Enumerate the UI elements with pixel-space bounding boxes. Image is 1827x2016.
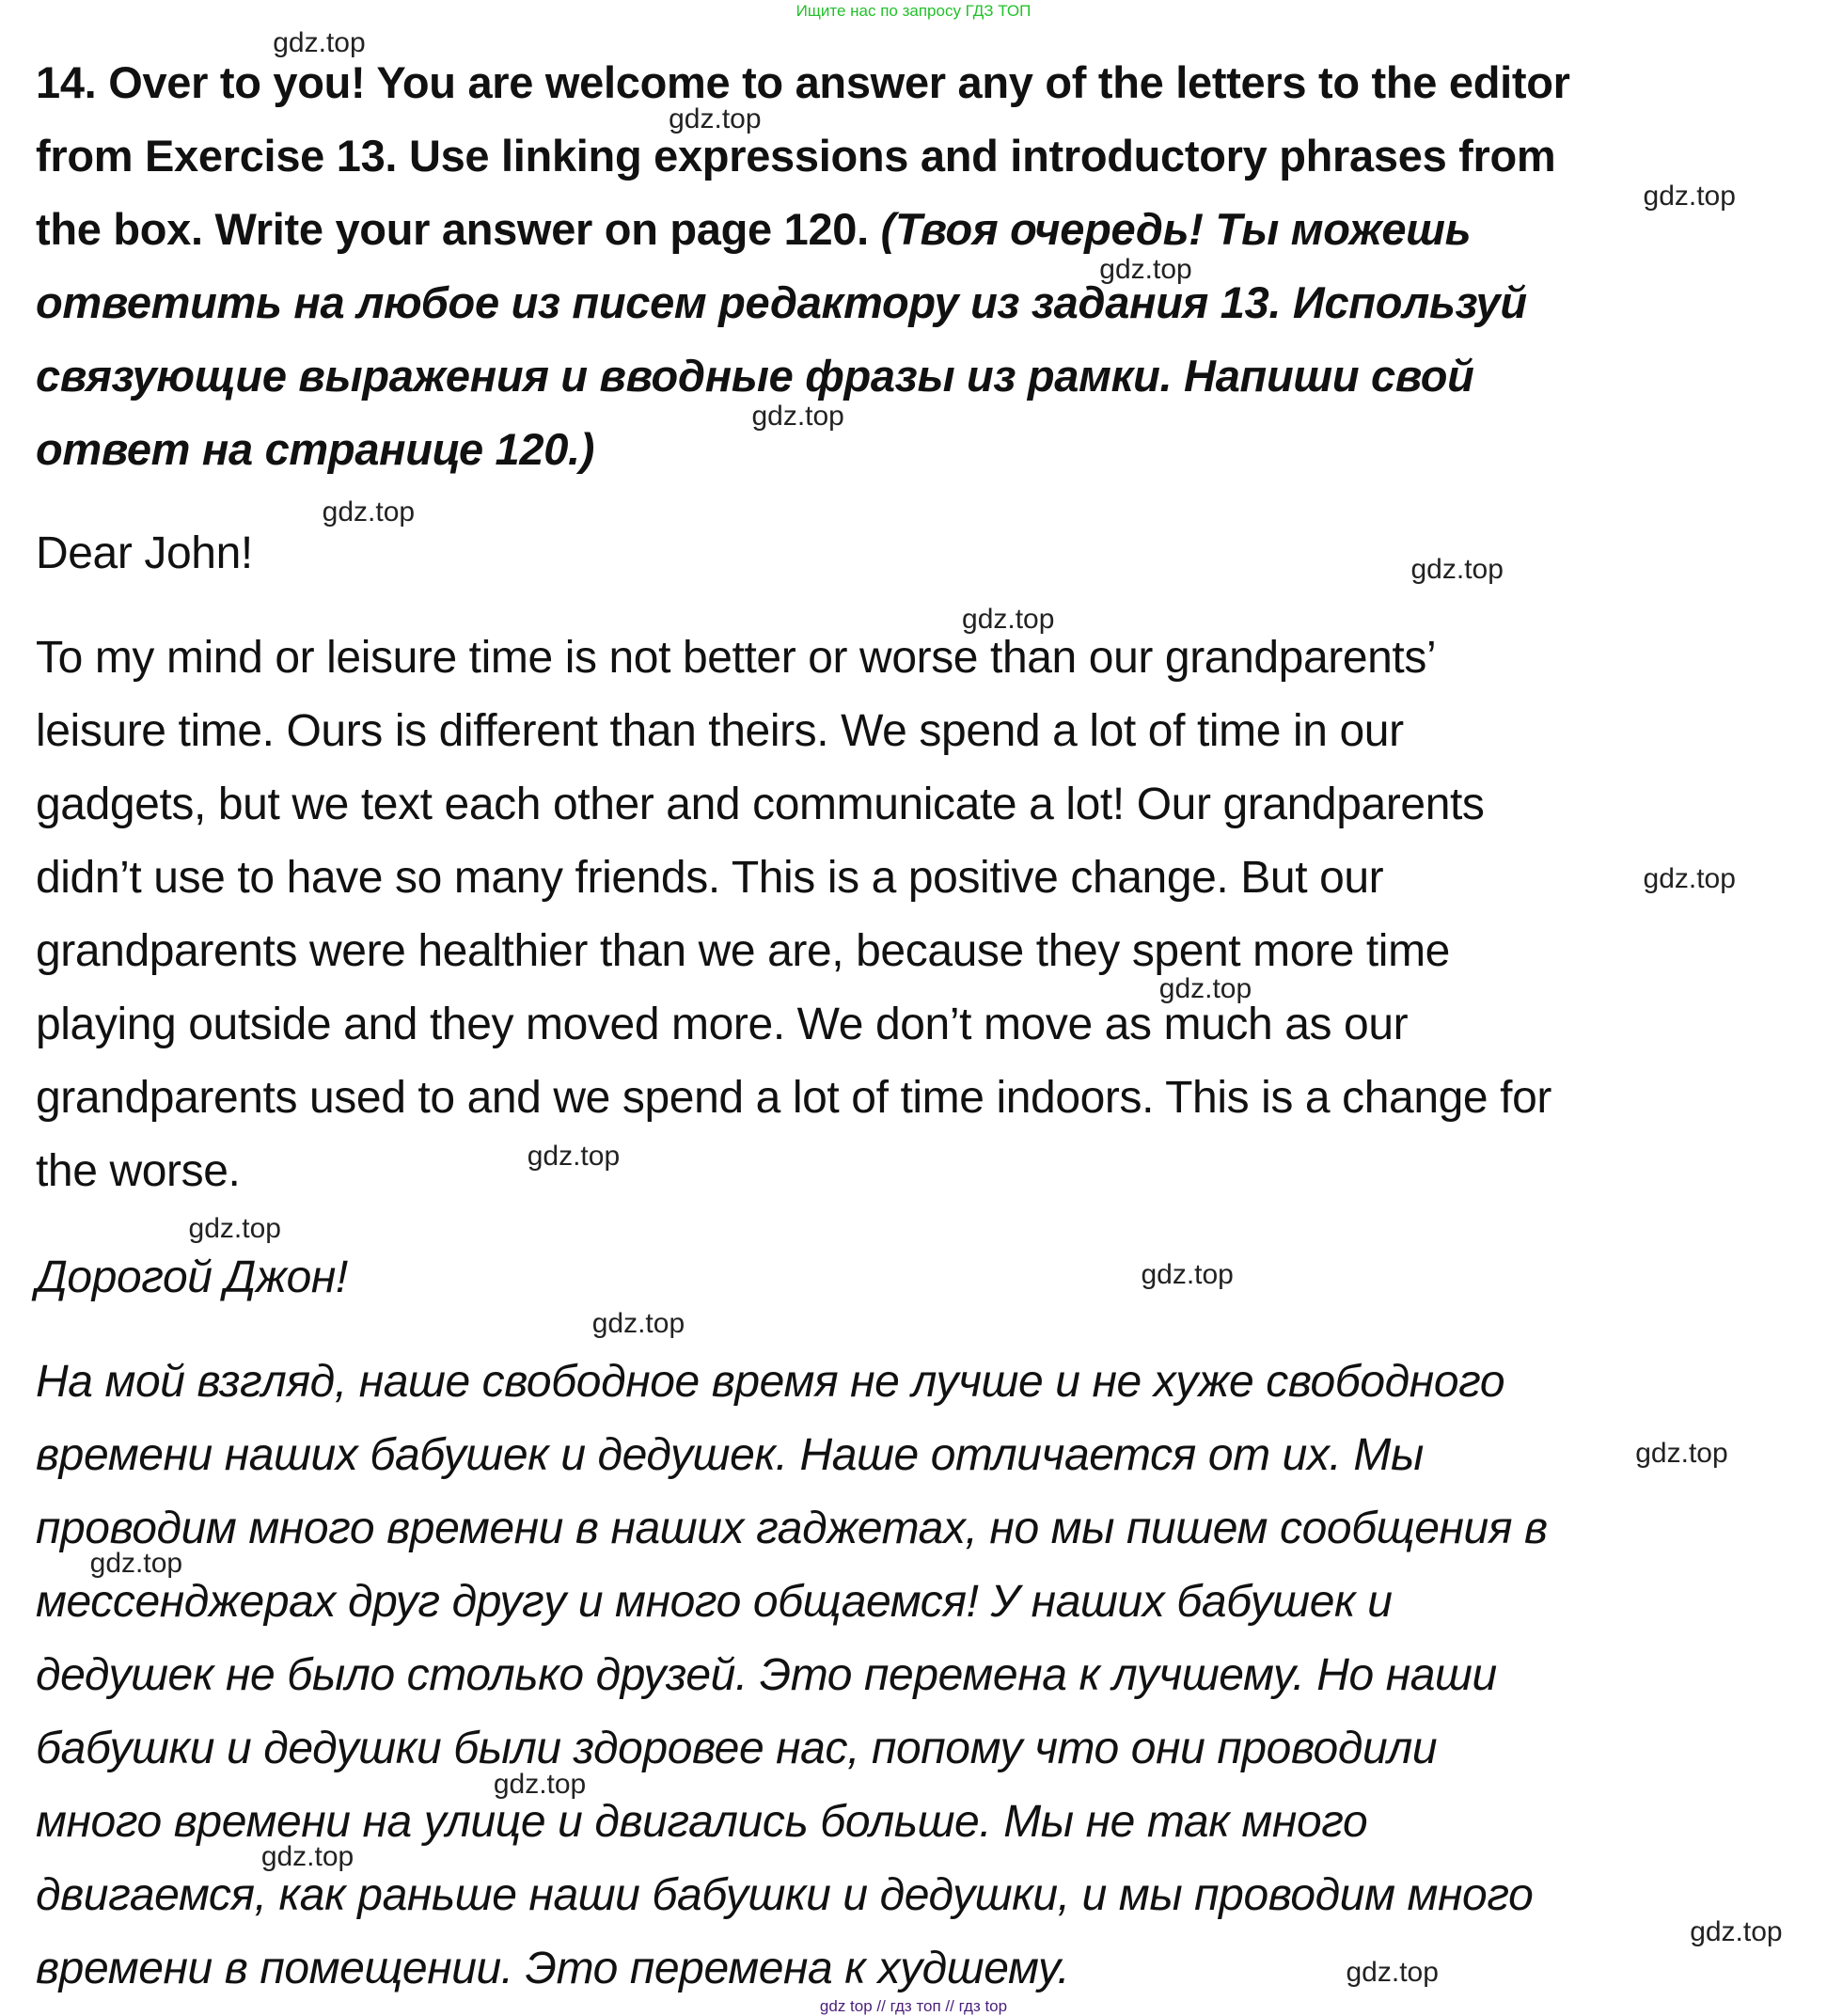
- watermark: gdz.top: [493, 1768, 587, 1800]
- letter-line: didn’t use to have so many friends. This is a positive change. But our: [36, 853, 1384, 903]
- watermark: gdz.top: [1690, 1916, 1783, 1948]
- task-line: 14. Over to you! You are welcome to answer any of the letters to the editor: [36, 57, 1570, 107]
- watermark: gdz.top: [1099, 254, 1192, 286]
- watermark: gdz.top: [89, 1548, 183, 1580]
- watermark: gdz.top: [527, 1140, 621, 1172]
- letter-line: grandparents were healthier than we are, because they spent more time: [36, 926, 1450, 976]
- letter-line: grandparents used to and we spend a lot of time indoors. This is a change for: [36, 1073, 1551, 1123]
- letter-line: времени наших бабушек и дедушек. Наше отличается от их. Мы: [36, 1430, 1424, 1480]
- letter-line: бабушки и дедушки были здоровее нас, попому что они проводили: [36, 1724, 1438, 1773]
- watermark: gdz.top: [751, 401, 844, 433]
- task-line: связующие выражения и вводные фразы из рамки. Напиши свой: [36, 351, 1474, 401]
- task-line: ответить на любое из писем редактору из задания 13. Используй: [36, 277, 1527, 327]
- watermark: gdz.top: [322, 496, 416, 528]
- watermark: gdz.top: [260, 1841, 354, 1873]
- task-line: from Exercise 13. Use linking expressions and introductory phrases from: [36, 131, 1556, 181]
- watermark: gdz.top: [1643, 180, 1736, 212]
- watermark: gdz.top: [273, 26, 366, 58]
- letter-line: дедушек не было столько друзей. Это перемена к лучшему. Но наши: [36, 1650, 1497, 1700]
- watermark: gdz.top: [1410, 554, 1504, 586]
- watermark: gdz.top: [1158, 972, 1252, 1004]
- watermark: gdz.top: [669, 103, 762, 135]
- letter-line: playing outside and they moved more. We don’t move as much as our: [36, 1000, 1409, 1049]
- watermark: gdz.top: [188, 1213, 281, 1245]
- letter-greeting: Dear John!: [36, 528, 253, 578]
- watermark: gdz.top: [1346, 1956, 1439, 1988]
- watermark: gdz.top: [1141, 1258, 1234, 1290]
- letter-line: To my mind or leisure time is not better or worse than our grandparents’: [36, 633, 1437, 683]
- letter-line: проводим много времени в наших гаджетах, но мы пишем сообщения в: [36, 1504, 1548, 1553]
- letter-line: двигаемся, как раньше наши бабушки и дедушки, и мы проводим много: [36, 1870, 1534, 1920]
- letter-line: the worse.: [36, 1146, 241, 1196]
- search-banner: Ищите нас по запросу ГДЗ ТОП: [795, 2, 1032, 20]
- watermark: gdz.top: [962, 603, 1055, 635]
- task-translation: (Твоя очередь! Ты можешь: [880, 204, 1472, 254]
- letter-line: времени в помещении. Это перемена к худшему.: [36, 1944, 1070, 1993]
- letter-line: много времени на улице и двигались больше. Мы не так много: [36, 1797, 1368, 1847]
- watermark: gdz.top: [1635, 1437, 1728, 1469]
- task-line: the box. Write your answer on page 120. (Твоя очередь! Ты можешь: [36, 204, 1472, 254]
- watermark: gdz.top: [1643, 862, 1736, 894]
- letter-line: leisure time. Ours is different than theirs. We spend a lot of time in our: [36, 706, 1404, 756]
- task-line: ответ на странице 120.): [36, 424, 595, 474]
- watermark: gdz.top: [591, 1307, 685, 1339]
- letter-line: На мой взгляд, наше свободное время не лучше и не хуже свободного: [36, 1357, 1505, 1407]
- letter-greeting: Дорогой Джон!: [36, 1252, 348, 1302]
- letter-line: мессенджерах друг другу и много общаемся! У наших бабушек и: [36, 1577, 1393, 1627]
- letter-line: gadgets, but we text each other and communicate a lot! Our grandparents: [36, 780, 1485, 829]
- footer-watermark: gdz top // гдз топ // гдз top: [819, 1997, 1008, 2015]
